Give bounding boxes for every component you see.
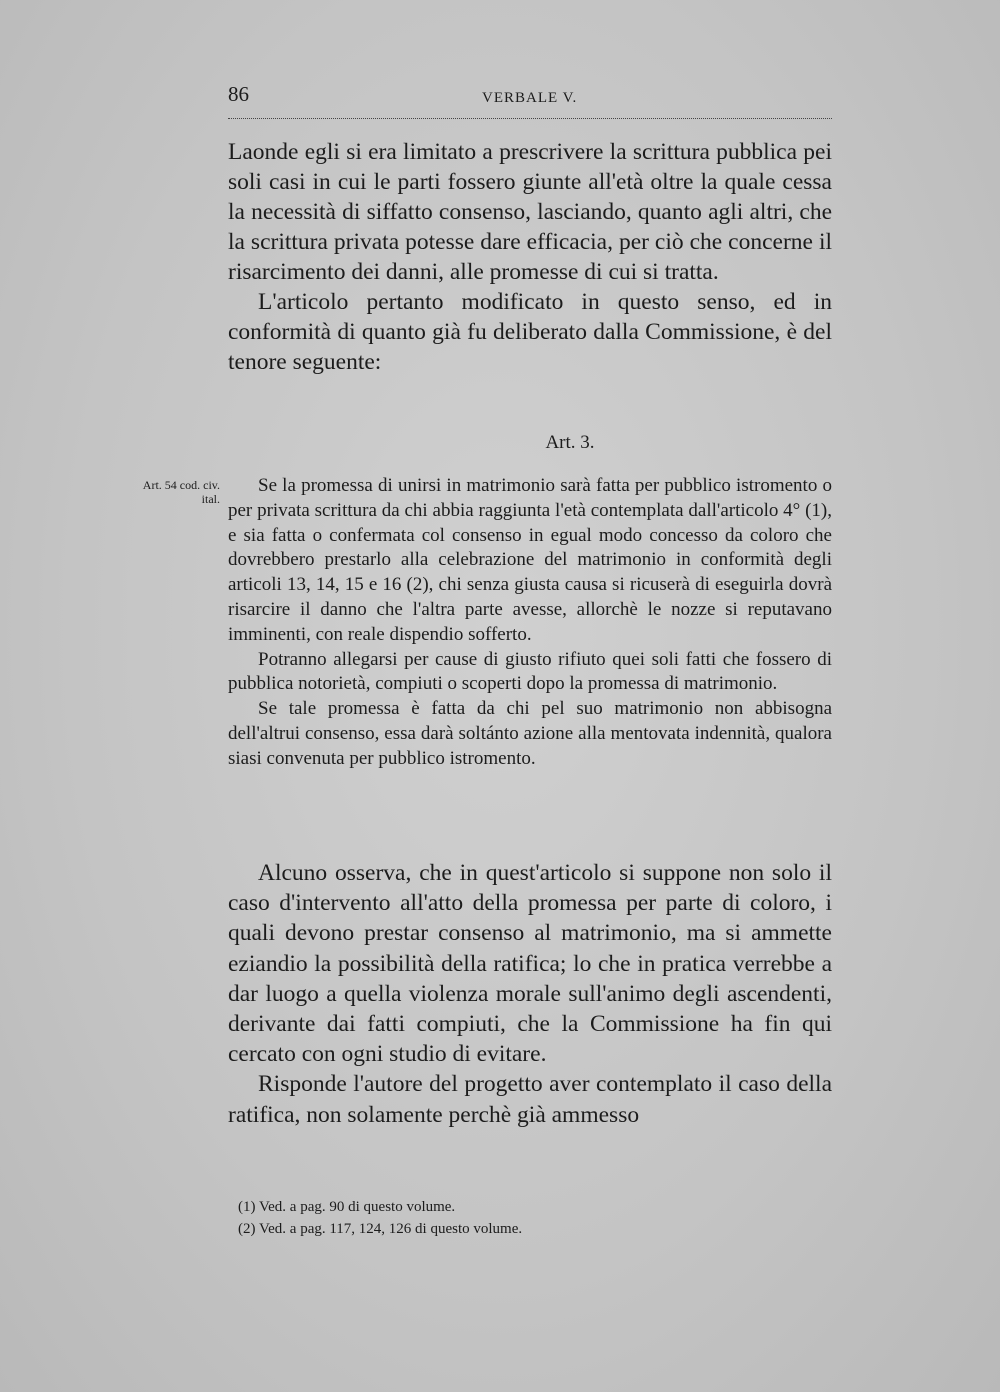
footnote-1: (1) Ved. a pag. 90 di questo volume. [238, 1199, 456, 1215]
header-rule [228, 118, 832, 119]
footnotes [238, 1196, 798, 1240]
margin-note: Art. 54 cod. civ. ital. [142, 478, 220, 506]
article-text [228, 474, 832, 772]
article-heading: Art. 3. [545, 432, 595, 453]
intro-paragraph-2: L'articolo pertanto modificato in questo senso, ed in conformità di quanto già fu deliberato dalla Commissione, è del tenore seguente: [228, 289, 832, 375]
intro-paragraph-1: Laonde egli si era limitato a prescrivere la scrittura pubblica pei soli casi in cui le parti fossero giunte all'età oltre la quale cessa la necessità di siffatto consenso, lasciando, quanto agli altri, che la scrittura privata potesse dare efficacia, per ciò che concerne il risarcimento dei danni, alle promesse di cui si tratta. [228, 139, 832, 285]
page-number: 86 [228, 82, 249, 106]
discussion-paragraph-2: Risponde l'autore del progetto aver contemplato il caso della ratifica, non solamente perchè già ammesso [228, 1071, 832, 1128]
intro-text [228, 137, 832, 377]
article-paragraph-2: Potranno allegarsi per cause di giusto rifiuto quei soli fatti che fossero di pubblica notorietà, compiuti o scoperti dopo la promessa di matrimonio. [228, 648, 832, 695]
article-paragraph-1: Se la promessa di unirsi in matrimonio sarà fatta per pubblico istromento o per privata scrittura da chi abbia raggiunta l'età contemplata dall'articolo 4° (1), e sia fatta o confermata col consenso in egual modo concesso da coloro che dovrebbero prestarlo alla celebrazione del matrimonio in conformità degli articoli 13, 14, 15 e 16 (2), chi senza giusta causa si ricuserà di eseguirla dovrà risarcire il danno che l'altra parte avesse, allorchè le nozze si reputavano imminenti, con reale dispendio sofferto. [228, 475, 832, 645]
page-header [228, 82, 832, 112]
footnote-2: (2) Ved. a pag. 117, 124, 126 di questo volume. [238, 1221, 523, 1237]
running-head: VERBALE V. [482, 90, 578, 106]
article-paragraph-3: Se tale promessa è fatta da chi pel suo matrimonio non abbisogna dell'altrui consenso, essa darà soltánto azione alla mentovata indennità, qualora siasi convenuta per pubblico istromento. [228, 698, 832, 769]
discussion-paragraph-1: Alcuno osserva, che in quest'articolo si suppone non solo il caso d'intervento all'atto della promessa per parte di coloro, i quali devono prestar consenso al matrimonio, ma si ammette eziandio la possibilità della ratifica; lo che in pratica verrebbe a dar luogo a quella violenza morale sull'animo degli ascendenti, derivante dai fatti compiuti, che la Commissione ha fin qui cercato con ogni studio di evitare. [228, 860, 832, 1068]
discussion-text [228, 858, 832, 1130]
